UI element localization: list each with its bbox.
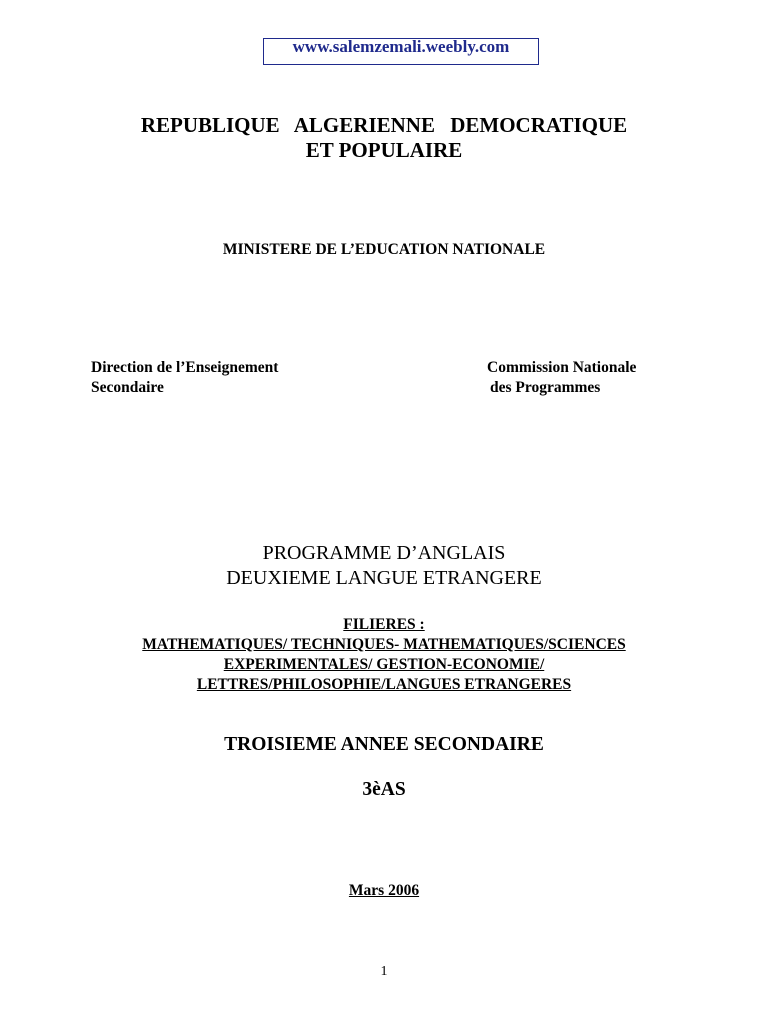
commission-right-line-1: Commission Nationale [487,359,637,376]
directorate-left-line-2: Secondaire [91,379,164,396]
title-line-1: REPUBLIQUE ALGERIENNE DEMOCRATIQUE [140,113,628,137]
filieres-heading: FILIERES : [343,616,425,633]
document-date: Mars 2006 [348,882,420,899]
website-link[interactable]: www.salemzemali.weebly.com [292,37,510,56]
programme-title-line-1: PROGRAMME D’ANGLAIS [262,542,506,564]
page-number: 1 [380,964,388,979]
filieres-line-3: LETTRES/PHILOSOPHIE/LANGUES ETRANGERES [196,676,572,693]
level-name: TROISIEME ANNEE SECONDAIRE [224,734,544,755]
commission-right-line-2: des Programmes [490,379,601,396]
directorate-left-line-1: Direction de l’Enseignement [91,359,279,376]
filieres-line-1: MATHEMATIQUES/ TECHNIQUES- MATHEMATIQUES/SCIENCES [142,636,626,653]
title-line-2: ET POPULAIRE [305,138,463,162]
level-code: 3èAS [362,779,406,800]
programme-title-line-2: DEUXIEME LANGUE ETRANGERE [226,567,542,589]
filieres-line-2: EXPERIMENTALES/ GESTION-ECONOMIE/ [223,656,545,673]
ministry-name: MINISTERE DE L’EDUCATION NATIONALE [222,241,546,258]
